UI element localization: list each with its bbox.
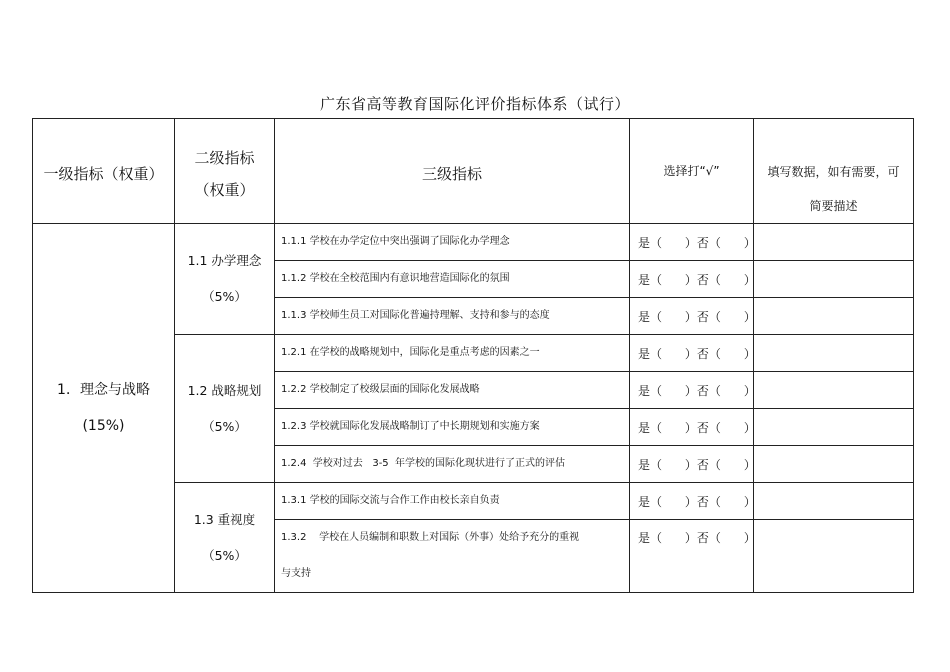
choice-no[interactable]: ）否（ [684, 346, 721, 361]
level2-weight: （5%） [202, 418, 247, 434]
level2-cell-1 [175, 224, 275, 335]
choice-end: ） [743, 494, 756, 509]
choice-cell[interactable] [630, 520, 754, 593]
fill-cell[interactable] [754, 224, 914, 261]
choice-no[interactable]: ）否（ [684, 383, 721, 398]
level1-weight: (15%) [82, 418, 125, 434]
choice-cell[interactable] [630, 446, 754, 483]
level1-name: 1．理念与战略 [57, 382, 150, 398]
level3-cell [275, 372, 630, 409]
choice-end: ） [743, 420, 756, 435]
choice-cell[interactable] [630, 409, 754, 446]
level3-text: 1.3.1 学校的国际交流与合作工作由校长亲自负责 [281, 495, 500, 506]
level3-text: 1.1.3 学校师生员工对国际化普遍持理解、支持和参与的态度 [281, 310, 550, 321]
level2-cell-2 [175, 335, 275, 483]
header-level3-cell [275, 119, 630, 224]
choice-no[interactable]: ）否（ [684, 494, 721, 509]
fill-cell[interactable] [754, 335, 914, 372]
choice-yes[interactable]: 是（ [638, 235, 663, 250]
level1-cell [33, 224, 175, 593]
header-level2-cell [175, 119, 275, 224]
header-level1: 一级指标（权重） [43, 165, 164, 183]
choice-end: ） [743, 383, 756, 398]
level2-weight: （5%） [202, 547, 247, 563]
header-row [33, 119, 914, 224]
choice-no[interactable]: ）否（ [684, 309, 721, 324]
fill-cell[interactable] [754, 409, 914, 446]
fill-cell[interactable] [754, 298, 914, 335]
choice-yes[interactable]: 是（ [638, 346, 663, 361]
level3-cell [275, 298, 630, 335]
choice-cell[interactable] [630, 298, 754, 335]
choice-no[interactable]: ）否（ [684, 420, 721, 435]
level3-text: 1.2.1 在学校的战略规划中，国际化是重点考虑的因素之一 [281, 347, 540, 358]
level2-name: 1.3 重视度 [193, 511, 256, 527]
choice-cell[interactable] [630, 372, 754, 409]
choice-yes[interactable]: 是（ [638, 531, 663, 545]
fill-cell[interactable] [754, 372, 914, 409]
choice-no[interactable]: ）否（ [684, 272, 721, 287]
choice-cell[interactable] [630, 261, 754, 298]
document-title: 广东省高等教育国际化评价指标体系（试行） [319, 95, 630, 113]
choice-yes[interactable]: 是（ [638, 494, 663, 509]
choice-end: ） [743, 272, 756, 287]
level3-text: 1.1.2 学校在全校范围内有意识地营造国际化的氛围 [281, 273, 510, 284]
level3-cell [275, 483, 630, 520]
indicator-table [32, 118, 914, 593]
choice-yes[interactable]: 是（ [638, 272, 663, 287]
fill-cell[interactable] [754, 520, 914, 593]
level2-cell-3 [175, 483, 275, 593]
level3-cell [275, 335, 630, 372]
choice-no[interactable]: ）否（ [684, 457, 721, 472]
choice-cell[interactable] [630, 224, 754, 261]
choice-no[interactable]: ）否（ [684, 531, 721, 545]
level3-cell [275, 446, 630, 483]
choice-end: ） [743, 531, 756, 545]
level2-weight: （5%） [202, 289, 247, 304]
header-level2-line2: （权重） [194, 181, 255, 199]
fill-cell[interactable] [754, 483, 914, 520]
header-select: 选择打“√” [663, 164, 720, 178]
level3-cell [275, 261, 630, 298]
level3-text: 1.2.2 学校制定了校级层面的国际化发展战略 [281, 384, 480, 395]
header-level1-cell [33, 119, 175, 224]
header-fill-cell [754, 119, 914, 224]
level3-cell [275, 520, 630, 593]
choice-yes[interactable]: 是（ [638, 420, 663, 435]
level3-text: 1.1.1 学校在办学定位中突出强调了国际化办学理念 [281, 236, 510, 247]
header-select-cell [630, 119, 754, 224]
header-fill [754, 119, 913, 223]
level2-name: 1.2 战略规划 [187, 382, 262, 398]
choice-end: ） [743, 235, 756, 250]
choice-cell[interactable] [630, 335, 754, 372]
header-level2-line1: 二级指标 [194, 149, 255, 167]
level3-cell [275, 409, 630, 446]
choice-yes[interactable]: 是（ [638, 309, 663, 324]
header-fill-line1: 填写数据，如有需要，可 [767, 165, 900, 179]
header-fill-line2: 简要描述 [809, 199, 858, 213]
header-level3: 三级指标 [421, 165, 482, 183]
choice-end: ） [743, 309, 756, 324]
choice-cell[interactable] [630, 483, 754, 520]
level3-text-line1: 1.3.2 学校在人员编制和职数上对国际（外事）处给予充分的重视 [281, 532, 580, 543]
choice-end: ） [743, 346, 756, 361]
level3-text: 1.2.4 学校对过去 3-5 年学校的国际化现状进行了正式的评估 [281, 458, 566, 469]
choice-end: ） [743, 457, 756, 472]
level3-text: 1.2.3 学校就国际化发展战略制订了中长期规划和实施方案 [281, 421, 540, 432]
header-level2 [175, 136, 274, 206]
level2-name: 1.1 办学理念 [187, 253, 262, 268]
choice-yes[interactable]: 是（ [638, 383, 663, 398]
fill-cell[interactable] [754, 261, 914, 298]
table-row [33, 224, 914, 261]
fill-cell[interactable] [754, 446, 914, 483]
choice-yes[interactable]: 是（ [638, 457, 663, 472]
level3-cell [275, 224, 630, 261]
level3-text-line2: 与支持 [281, 568, 311, 579]
choice-no[interactable]: ）否（ [684, 235, 721, 250]
